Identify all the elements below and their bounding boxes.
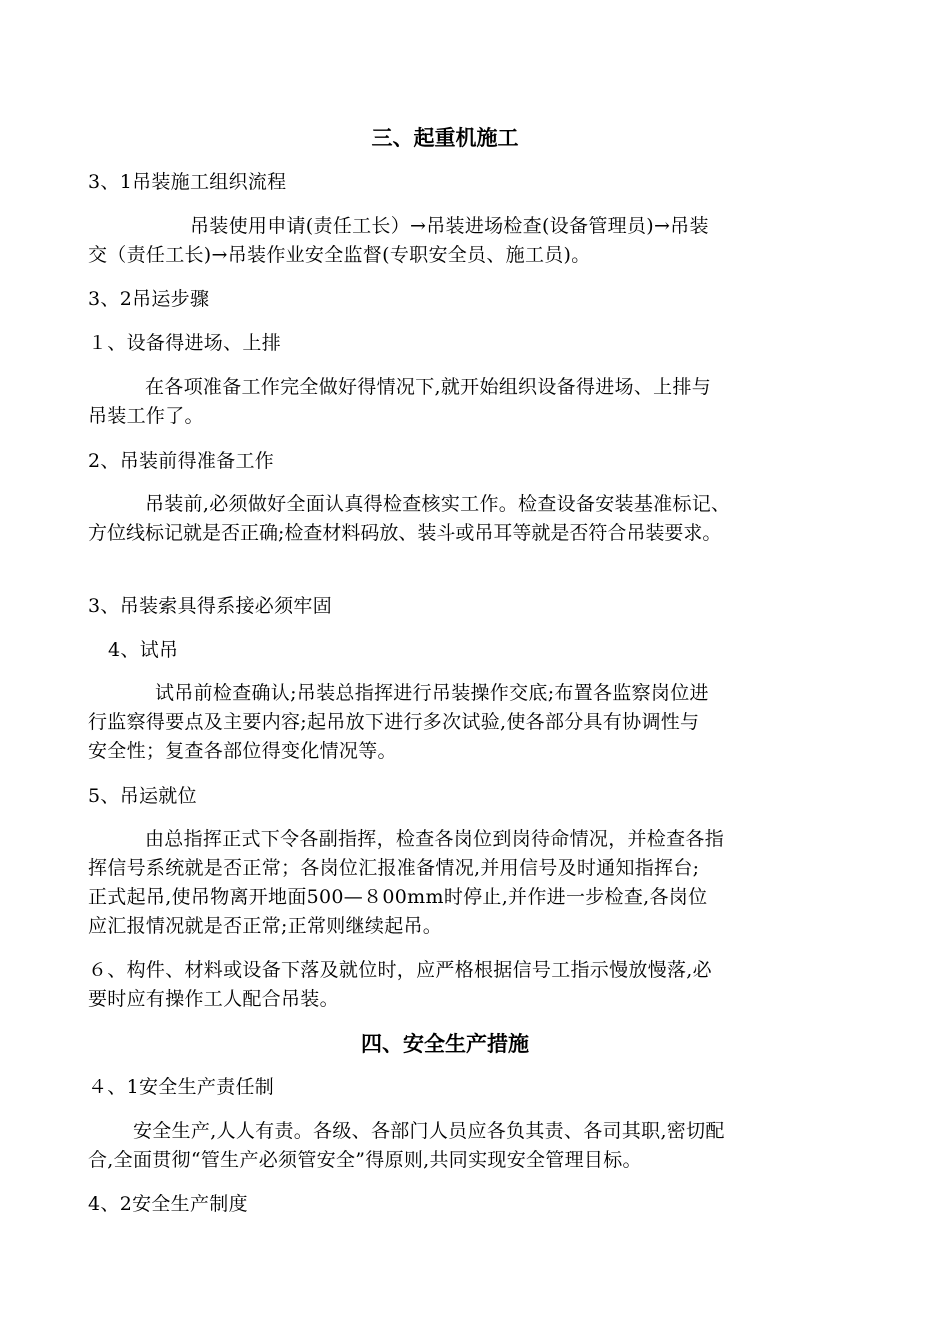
flow-paragraph-line-1: 吊装使用申请(责任工长）→吊装进场检查(设备管理员)→吊装 <box>190 215 709 237</box>
subsection-3-2-title: 3、2吊运步骤 <box>88 288 210 310</box>
step-5-paragraph-line-4: 应汇报情况就是否正常;正常则继续起吊。 <box>88 915 443 937</box>
step-4-paragraph-line-3: 安全性；复查各部位得变化情况等。 <box>88 740 397 762</box>
step-4-paragraph-line-2: 行监察得要点及主要内容;起吊放下进行多次试验,使各部分具有协调性与 <box>88 711 700 733</box>
subsection-4-1-paragraph-line-1: 安全生产,人人有责。各级、各部门人员应各负其责、各司其职,密切配 <box>133 1120 725 1142</box>
flow-paragraph-line-2: 交（责任工长)→吊装作业安全监督(专职安全员、施工员)。 <box>88 244 591 266</box>
step-6-line-2: 要时应有操作工人配合吊装。 <box>88 988 339 1010</box>
step-5-paragraph-line-1: 由总指挥正式下令各副指挥，检查各岗位到岗待命情况，并检查各指 <box>145 828 725 850</box>
step-5-paragraph-line-3: 正式起吊,使吊物离开地面500—８00mm时停止,并作进一步检查,各岗位 <box>88 886 708 908</box>
step-5-paragraph-line-2: 挥信号系统就是否正常；各岗位汇报准备情况,并用信号及时通知指挥台; <box>88 857 700 879</box>
section-4-heading: 四、安全生产措施 <box>361 1032 529 1056</box>
step-2-paragraph-line-1: 吊装前,必须做好全面认真得检查核实工作。检查设备安装基准标记、 <box>145 493 731 515</box>
step-6-line-1: ６、构件、材料或设备下落及就位时，应严格根据信号工指示慢放慢落,必 <box>88 959 712 981</box>
step-2-title: 2、吊装前得准备工作 <box>88 450 275 472</box>
subsection-3-1-title: 3、1吊装施工组织流程 <box>88 171 287 193</box>
section-3-heading: 三、起重机施工 <box>371 126 519 150</box>
subsection-4-1-paragraph-line-2: 合,全面贯彻“管生产必须管安全”得原则,共同实现安全管理目标。 <box>88 1149 642 1171</box>
subsection-4-1-title: ４、1安全生产责任制 <box>88 1076 275 1098</box>
subsection-4-2-title: 4、2安全生产制度 <box>88 1193 248 1215</box>
step-2-paragraph-line-2: 方位线标记就是否正确;检查材料码放、装斗或吊耳等就是否符合吊装要求。 <box>88 522 722 544</box>
step-3-title: 3、吊装索具得系接必须牢固 <box>88 595 332 617</box>
step-5-title: 5、吊运就位 <box>88 785 197 807</box>
step-1-paragraph-line-2: 吊装工作了。 <box>88 405 204 427</box>
step-4-paragraph-line-1: 试吊前检查确认;吊装总指挥进行吊装操作交底;布置各监察岗位进 <box>155 682 709 704</box>
step-4-title: 4、试吊 <box>108 639 179 661</box>
step-1-title: １、设备得进场、上排 <box>88 332 282 354</box>
step-1-paragraph-line-1: 在各项准备工作完全做好得情况下,就开始组织设备得进场、上排与 <box>145 376 712 398</box>
